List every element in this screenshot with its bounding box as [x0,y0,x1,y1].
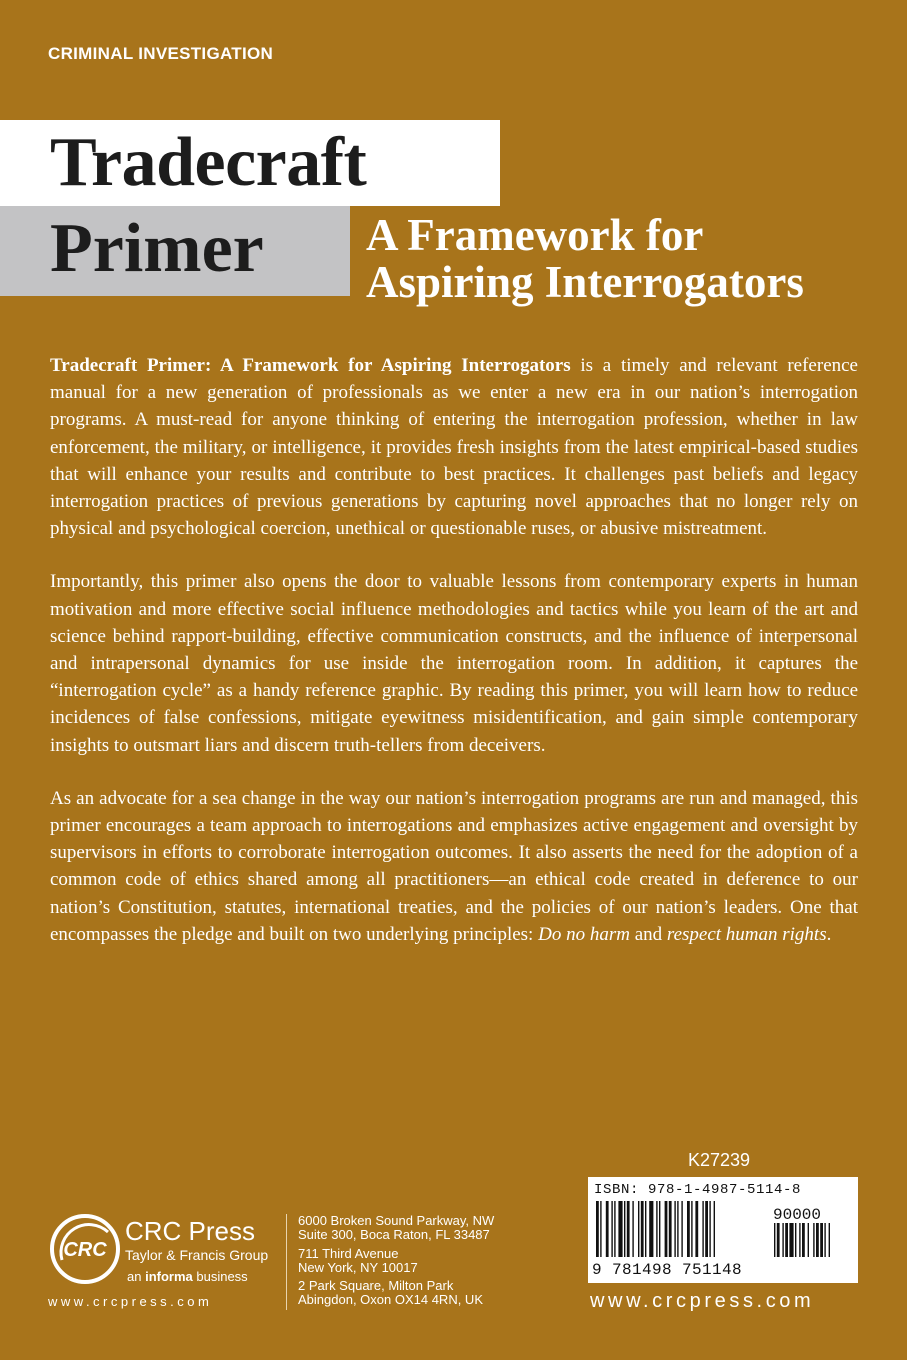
series-category: CRIMINAL INVESTIGATION [48,44,274,63]
barcode-addon-bar [795,1223,796,1257]
publisher-addresses [298,1214,494,1308]
description-p3-text: As an advocate for a sea change in the way our nation’s interrogation programs are run and managed, this primer encourages a team approach to interrogations and emphasizes active engagement and oversight by supervisors in efforts to corroborate interrogation outcomes. It also asserts the need for the adoption of a common code of ethics shared among all practitioners—an ethical code created in deference to our nation’s Constitution, statutes, international treaties, and the policies of our nation’s leaders. One that encompasses the pledge and built on two underlying principles: [50,787,858,945]
barcode-bar [618,1201,622,1257]
barcode-addon: 90000 [773,1206,822,1224]
publisher-name: CRC Press [125,1216,256,1246]
description-p1-text: is a timely and relevant reference manual for a new generation of professionals as we enter a new era in our nation’s interrogation programs. A must-read for anyone thinking of entering the interrogation profession, whether in law enforcement, the military, or intelligence, it provides fresh insights from the latest empirical-based studies that will enhance your results and contribute to best practices. It challenges past beliefs and legacy interrogation practices of previous generations by capturing novel approaches that no longer rely on physical and psychological coercion, unethical or questionable ruses, or abusive mistreatment. [50,355,858,540]
barcode-bar [674,1201,675,1257]
barcode-addon-bar [799,1223,800,1257]
barcode-bar [669,1201,672,1257]
barcode-addon-bar [785,1223,788,1257]
barcode-bar [709,1201,710,1257]
barcode-bar [702,1201,703,1257]
subtitle-line2: Aspiring Interrogators [366,257,804,307]
barcode-bar [596,1201,599,1257]
barcode-addon-bar [777,1223,780,1257]
description-paragraph-3 [50,785,858,948]
crc-logo-icon [48,1212,122,1286]
barcode-bar [656,1201,657,1257]
barcode-bar [600,1201,601,1257]
website-url-right[interactable]: www.crcpress.com [590,1290,815,1312]
barcode-bar [659,1201,660,1257]
address-line: New York, NY 10017 [298,1259,418,1275]
barcode-bar [665,1201,668,1257]
informa-suffix: business [192,1269,248,1284]
barcode-bar [677,1201,678,1257]
barcode-bar [638,1201,639,1257]
barcode-bar [681,1201,682,1257]
barcode-bar [632,1201,633,1257]
crc-logo-text: CRC [63,1239,107,1261]
barcode-bar [624,1201,625,1257]
description-p3-and: and [629,923,667,945]
barcode-addon-bar [782,1223,783,1257]
publisher-group: Taylor & Francis Group [125,1247,269,1263]
book-description [50,352,858,974]
principle-respect-human-rights: respect human rights [666,923,827,945]
informa-prefix: an [127,1269,146,1284]
book-subtitle [366,212,886,306]
subtitle-line1: A Framework for [366,210,704,260]
barcode-bar [691,1201,692,1257]
principle-do-no-harm: Do no harm [538,923,630,945]
barcode-bar [611,1201,612,1257]
description-paragraph-1 [50,352,858,542]
book-title-line1: Tradecraft [50,124,367,201]
address-line: 2 Park Square, Milton Park [298,1278,454,1294]
barcode-bar [641,1201,644,1257]
barcode-bar [649,1201,653,1257]
barcode-digits: 9 781498 751148 [592,1261,743,1279]
barcode-bar [695,1201,698,1257]
description-p3-end: . [826,923,832,945]
barcode-bar [645,1201,646,1257]
informa-brand: informa [145,1269,193,1284]
barcode-addon-bar [820,1223,823,1257]
barcode-addon-bar [813,1223,814,1257]
isbn-barcode [588,1177,858,1283]
barcode-bar [614,1201,615,1257]
barcode-bar [627,1201,630,1257]
barcode-addon-bar [789,1223,793,1257]
address-line: 6000 Broken Sound Parkway, NW [298,1213,495,1228]
barcode-addon-bar [802,1223,805,1257]
barcode-addon-bar [824,1223,825,1257]
product-code: K27239 [688,1150,751,1170]
address-line: Suite 300, Boca Raton, FL 33487 [298,1227,490,1243]
barcode-addon-bar [774,1223,775,1257]
address-line: Abingdon, Oxon OX14 4RN, UK [298,1292,483,1308]
description-paragraph-2: Importantly, this primer also opens the door to valuable lessons from contemporary experts in human motivation and more effective social influence methodologies and tactics while you learn of the art and science behind rapport-building, effective communication constructs, and the influence of interpersonal and intrapersonal dynamics for use inside the interrogation room. In addition, it captures the “interrogation cycle” as a handy reference graphic. By reading this primer, you will learn how to reduce incidences of false confessions, mitigate eyewitness misidentification, and gain simple contemporary insights to outsmart liars and discern truth-tellers from deceivers. [50,571,858,756]
address-line: 711 Third Avenue [298,1245,399,1261]
barcode-bar [705,1201,708,1257]
barcode-bar [687,1201,690,1257]
barcode-addon-bar [829,1223,830,1257]
barcode-addon-bar [816,1223,819,1257]
website-url-left[interactable]: www.crcpress.com [48,1294,213,1309]
book-title-line2: Primer [50,210,264,287]
description-title-bold: Tradecraft Primer: A Framework for Aspiring Interrogators [50,355,571,376]
barcode-addon-bar [808,1223,809,1257]
address-divider [286,1214,287,1310]
isbn-label: ISBN: 978-1-4987-5114-8 [594,1182,802,1198]
publisher-informa-line [127,1269,248,1284]
barcode-bar [606,1201,609,1257]
barcode-bar [714,1201,715,1257]
